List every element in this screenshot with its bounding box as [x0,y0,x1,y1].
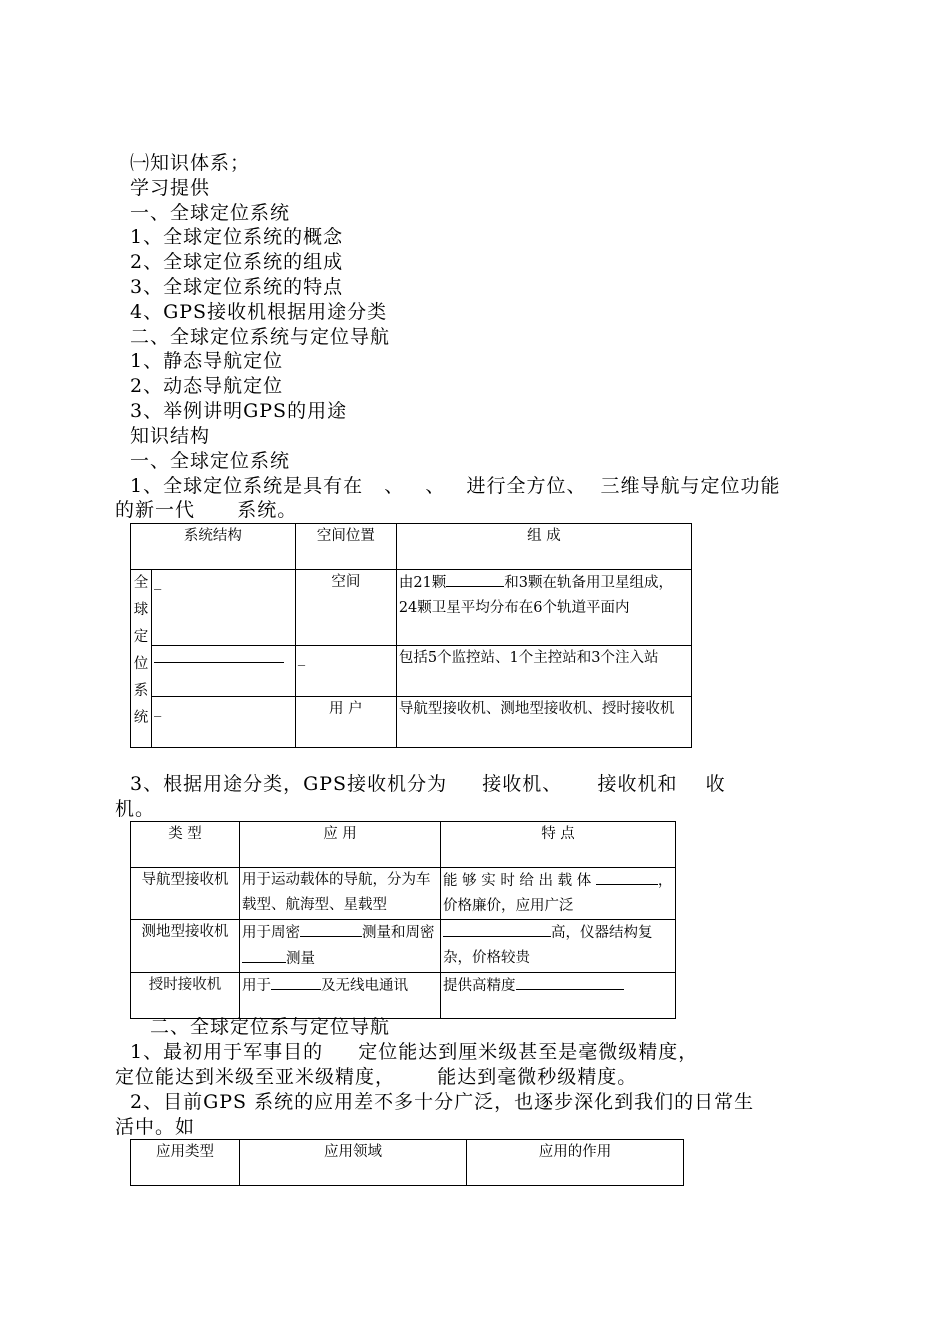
application-table [130,1139,684,1186]
table-cell: 测地型接收机 [131,920,240,973]
table-cell: 提供高精度 [441,973,676,1019]
table-cell: 用于运动载体的导航，分为车载型、航海型、星载型 [240,868,441,920]
heading-study: 学习提供 [130,177,211,199]
table-cell: 高，仪器结构复杂，价格较贵 [441,920,676,973]
outline-item: 2、动态导航定位 [130,375,284,397]
outline-item: 1、全球定位系统的概念 [130,226,344,248]
section-heading: 二、全球定位系与定位导航 [150,1016,391,1038]
table-cell: 授时接收机 [131,973,240,1019]
table-cell: 包括5个监控站、1个主控站和3个注入站 [396,646,691,697]
column-header: 应用的作用 [467,1140,684,1186]
column-header: 空间位置 [295,524,396,570]
outline-item: 二、全球定位系统与定位导航 [130,326,391,348]
table-cell: 用于 及无线电通讯 [240,973,441,1019]
paragraph-line: 机。 [115,798,156,820]
blank-cell [152,646,296,697]
paragraph-line: 1、最初用于军事目的 定位能达到厘米级甚至是毫微级精度， [130,1041,699,1063]
paragraph-line: 的新一代 系统。 [115,499,298,521]
outline-item: 1、静态导航定位 [130,350,284,372]
table-cell: 导航型接收机、测地型接收机、授时接收机 [396,697,691,748]
column-header: 组 成 [396,524,691,570]
heading-knowledge-system: ㈠知识体系； [130,152,251,174]
outline-item: 4、GPS接收机根据用途分类 [130,301,388,323]
paragraph-line: 2、目前GPS 系统的应用差不多十分广泛，也逐步深化到我们的日常生 [130,1091,755,1113]
heading-structure: 知识结构 [130,425,211,447]
table-cell: 用于周密 测量和周密测量 [240,920,441,973]
paragraph-line: 定位能达到米级至亚米级精度， 能达到毫微秒级精度。 [115,1066,638,1088]
blank-cell: _ [152,570,296,646]
column-header: 系统结构 [131,524,296,570]
column-header: 类 型 [131,822,240,868]
blank-cell: _ [295,646,396,697]
outline-item: 一、全球定位系统 [130,450,291,472]
column-header: 应用领域 [240,1140,467,1186]
outline-item: 3、全球定位系统的特点 [130,276,344,298]
outline-item: 2、全球定位系统的组成 [130,251,344,273]
table-cell: 能 够 实 时 给 出 载 体 ，价格廉价，应用广泛 [441,868,676,920]
paragraph-line: 活中。如 [115,1116,196,1138]
paragraph-line: 3、根据用途分类，GPS接收机分为 接收机、 接收机和 收 [130,773,726,795]
table-cell: 用 户 [295,697,396,748]
outline-item: 一、全球定位系统 [130,202,291,224]
gps-structure-table [130,523,692,748]
column-header: 应 用 [240,822,441,868]
outline-item: 3、举例讲明GPS的用途 [130,400,348,422]
blank-cell: _ [152,697,296,748]
receiver-type-table [130,821,676,1019]
column-header: 特 点 [441,822,676,868]
table-cell: 由21颗 和3颗在轨备用卫星组成，24颗卫星平均分布在6个轨道平面内 [396,570,691,646]
column-header: 应用类型 [131,1140,240,1186]
row-group-label: 全 球 定 位 系 统 [131,570,152,748]
table-cell: 空间 [295,570,396,646]
table-cell: 导航型接收机 [131,868,240,920]
paragraph-line: 1、全球定位系统是具有在 、 、 进行全方位、 三维导航与定位功能 [130,475,781,497]
